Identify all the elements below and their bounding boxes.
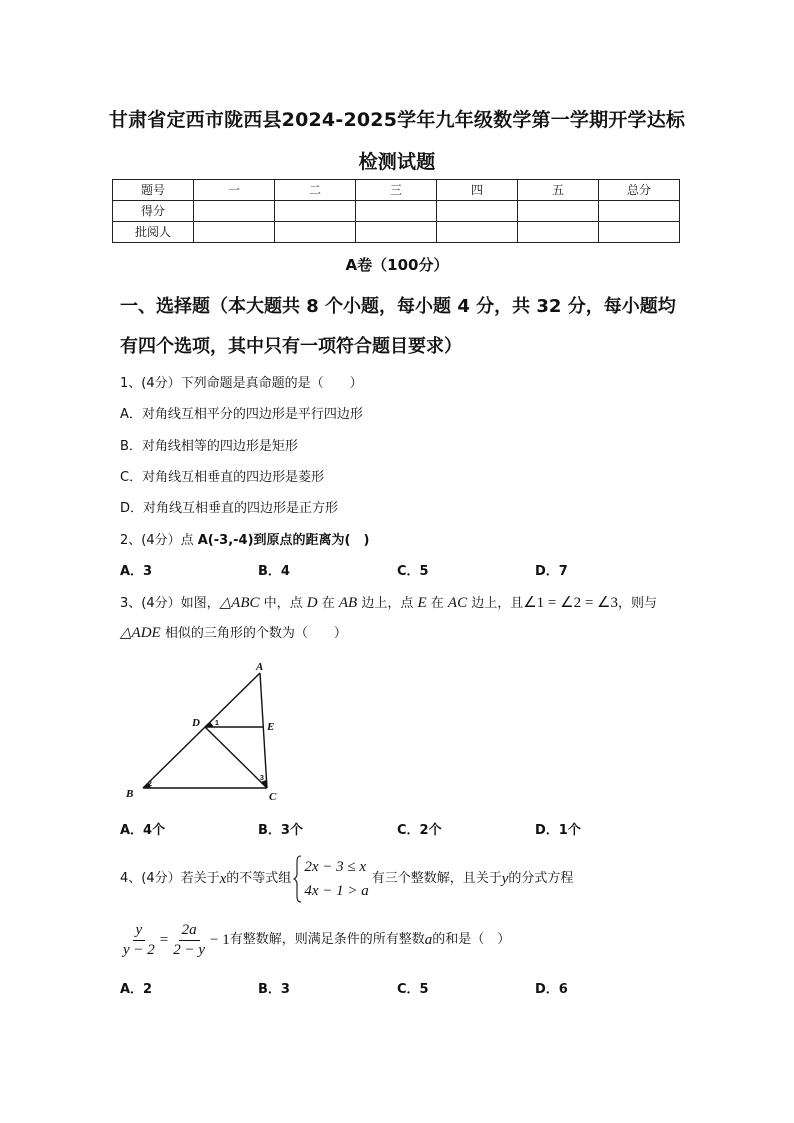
score-table-cell (437, 201, 518, 222)
question-3-option-a: A．4个 (120, 823, 166, 838)
question-4-option-c: C．5 (397, 982, 429, 997)
question-1-stem: 1、(4分）下列命题是真命题的是（ ） (120, 376, 363, 391)
rhs-tail: − 1 (210, 932, 230, 948)
question-4-option-a: A．2 (120, 982, 153, 997)
section-heading-line2: 有四个选项，其中只有一项符合题目要求） (120, 336, 462, 357)
score-table-cell (356, 222, 437, 243)
q3-math: AC (447, 595, 468, 611)
fraction-rhs-numerator: 2a (179, 921, 200, 941)
score-table-header-cell: 三 (356, 180, 437, 201)
question-2-point: A(-3,-4)到原点的距离为( ) (197, 533, 370, 548)
score-table-cell (356, 201, 437, 222)
q4-var-a: a (424, 932, 433, 948)
question-4-stem-line1 (120, 852, 573, 906)
fraction-lhs (120, 921, 158, 960)
section-heading-line1: 一、选择题（本大题共 8 个小题，每小题 4 分，共 32 分，每小题均 (120, 296, 676, 317)
score-table-header-cell: 题号 (113, 180, 194, 201)
score-table-cell (275, 222, 356, 243)
score-table-cell (599, 201, 680, 222)
score-table-cell (518, 222, 599, 243)
left-brace-icon (293, 855, 302, 903)
score-table-cell (518, 201, 599, 222)
question-4-option-d: D．6 (535, 982, 568, 997)
q3-text: 在 (317, 596, 339, 611)
fraction-rhs (170, 921, 208, 960)
angle-label-2: 2 (148, 781, 152, 788)
side-ac (260, 673, 267, 788)
side-ab (143, 673, 260, 788)
inequality-2: 4x − 1 > a (304, 883, 369, 899)
fraction-lhs-numerator: y (133, 921, 146, 941)
angle-label-3: 3 (260, 775, 264, 782)
score-table-cell (599, 222, 680, 243)
page-title-line1: 甘肃省定西市陇西县2024-2025学年九年级数学第一学期开学达标 (108, 109, 686, 131)
q3-text: 中，点 (259, 596, 307, 611)
question-4-stem-line2 (120, 918, 510, 962)
vertex-label-b: B (126, 788, 134, 800)
q4-text: 的不等式组 (226, 871, 292, 886)
question-2-option-b: B．4 (258, 564, 290, 579)
q3-math: △ADE (120, 625, 161, 641)
q3-text: 边上，点 (357, 596, 418, 611)
fraction-rhs-denominator: 2 − y (173, 941, 206, 958)
question-2-option-d: D．7 (535, 564, 568, 579)
fraction-lhs-denominator: y − 2 (123, 941, 155, 958)
angle-1-mark (205, 722, 214, 727)
q4-var-y: y (501, 871, 509, 887)
vertex-label-c: C (269, 791, 277, 803)
question-2-option-c: C．5 (397, 564, 429, 579)
vertex-label-a: A (256, 661, 264, 673)
q3-math: AB (338, 595, 358, 611)
question-4-option-b: B．3 (258, 982, 290, 997)
q3-math: E (417, 595, 427, 611)
q4-var-x: x (219, 871, 227, 887)
question-1-option-a: A．对角线互相平分的四边形是平行四边形 (120, 407, 363, 422)
equals-sign: = (159, 932, 169, 948)
q4-text: 有三个整数解，且关于 (371, 871, 502, 886)
q4-text: 有整数解，则满足条件的所有整数 (229, 932, 425, 947)
score-table-header-row (113, 180, 680, 201)
q3-text: 3、(4分）如图， (120, 596, 220, 611)
question-1-option-d: D．对角线互相垂直的四边形是正方形 (120, 501, 339, 516)
q3-math: D (306, 595, 318, 611)
score-table-row (113, 222, 680, 243)
question-3-option-c: C．2个 (397, 823, 442, 838)
segment-dc (205, 727, 267, 788)
score-table-row-label: 得分 (113, 201, 194, 222)
q3-text: ，则与 (617, 596, 657, 611)
score-table-header-cell: 四 (437, 180, 518, 201)
inequality-system (293, 855, 368, 903)
score-table-header-cell: 二 (275, 180, 356, 201)
q3-math: ∠1 = ∠2 = ∠3 (523, 595, 618, 611)
question-2-stem (120, 532, 369, 550)
q3-text: 在 (426, 596, 448, 611)
question-1-option-b: B．对角线相等的四边形是矩形 (120, 439, 298, 454)
score-table-header-cell: 五 (518, 180, 599, 201)
q3-text: 边上，且 (467, 596, 524, 611)
question-3-option-b: B．3个 (258, 823, 303, 838)
angle-label-1: 1 (215, 720, 219, 727)
inequality-1: 2x − 3 ≤ x (304, 859, 366, 875)
score-table-row-label: 批阅人 (113, 222, 194, 243)
question-3-stem-line1 (120, 594, 657, 613)
page-title-line2: 检测试题 (358, 151, 436, 173)
vertex-label-d: D (192, 717, 200, 729)
q4-text: 的和是（ ） (432, 932, 511, 947)
score-table-cell (275, 201, 356, 222)
paper-part-heading: A卷（100分） (345, 256, 449, 274)
score-table-row (113, 201, 680, 222)
q3-math: △ABC (219, 595, 260, 611)
score-table-header-cell: 一 (194, 180, 275, 201)
question-3-option-d: D．1个 (535, 823, 581, 838)
score-table-cell (437, 222, 518, 243)
question-3-stem-line2 (120, 624, 347, 643)
score-table (112, 179, 680, 243)
q3-text: 相似的三角形的个数为（ ） (160, 626, 347, 641)
question-2-option-a: A．3 (120, 564, 153, 579)
question-1-option-c: C．对角线互相垂直的四边形是菱形 (120, 470, 325, 485)
triangle-figure (110, 655, 290, 805)
question-2-stem-prefix: 2、(4分）点 (120, 533, 198, 548)
q4-text: 4、(4分）若关于 (120, 871, 220, 886)
inequality-system-lines (304, 855, 368, 903)
vertex-label-e: E (267, 721, 275, 733)
q4-text: 的分式方程 (508, 871, 574, 886)
score-table-header-cell: 总分 (599, 180, 680, 201)
score-table-cell (194, 222, 275, 243)
score-table-cell (194, 201, 275, 222)
